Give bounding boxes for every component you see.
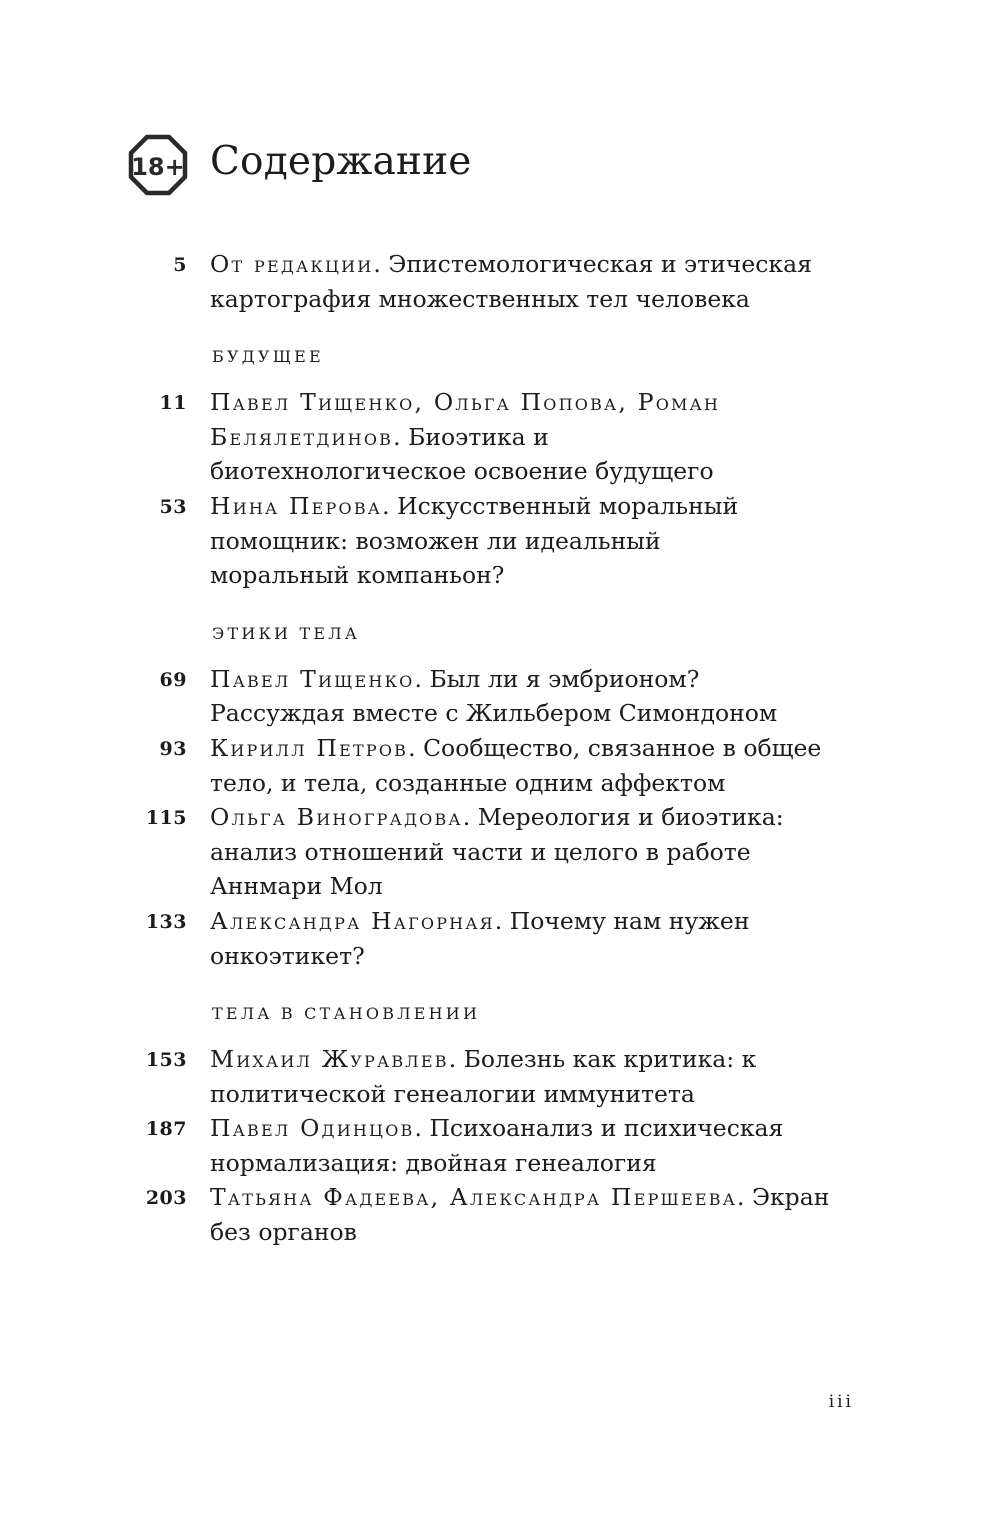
toc-title: Мереология и биоэтика: анализ отношений части и целого в работе Аннмари Мол — [210, 803, 784, 901]
toc-authors: Павел Тищенко, Ольга Попова, Роман Белялетдинов — [210, 388, 721, 451]
page-number: iii — [828, 1392, 854, 1412]
age-rating-text: 18+ — [131, 153, 185, 181]
age-rating-badge — [128, 134, 188, 196]
toc-page-number: 153 — [145, 1049, 187, 1072]
toc-entry[interactable]: 53 Нина Перова. Искусственный моральный помощник: возможен ли идеальный моральный компаньон? — [0, 489, 1000, 593]
toc-entry[interactable]: 133 Александра Нагорная. Почему нам нужен онкоэтикет? — [0, 904, 1000, 973]
toc-title: Был ли я эмбрионом? Рассуждая вместе с Жильбером Симондоном — [210, 664, 778, 728]
table-of-contents — [0, 247, 1000, 1250]
toc-entry[interactable]: 153 Михаил Журавлев. Болезнь как критика: к политической генеалогии иммунитета — [0, 1042, 1000, 1111]
toc-authors: Александра Нагорная — [210, 906, 495, 935]
toc-page-number: 69 — [159, 668, 187, 691]
section-heading: ЭТИКИ ТЕЛА — [212, 623, 361, 643]
toc-title: Психоанализ и психическая нормализация: двойная генеалогия — [210, 1114, 784, 1177]
toc-page-number: 93 — [159, 737, 187, 760]
toc-authors: Нина Перова — [210, 491, 383, 520]
section-heading: ТЕЛА В СТАНОВЛЕНИИ — [212, 1004, 481, 1024]
toc-authors: Михаил Журавлев — [210, 1045, 449, 1074]
toc-authors: Павел Одинцов — [210, 1114, 415, 1143]
toc-entry[interactable]: 203 Татьяна Фадеева, Александра Першеева. Экран без органов — [0, 1180, 1000, 1249]
toc-authors: Татьяна Фадеева, Александра Першеева — [210, 1183, 738, 1212]
toc-entry[interactable]: 5 От редакции. Эпистемологическая и этическая картография множественных тел человека — [0, 247, 1000, 316]
toc-entry[interactable]: 69 Павел Тищенко. Был ли я эмбрионом? Рассуждая вместе с Жильбером Симондоном — [0, 662, 1000, 731]
toc-authors: Павел Тищенко — [210, 664, 415, 693]
toc-title: Экран без органов — [210, 1183, 830, 1247]
toc-page-number: 53 — [159, 495, 187, 518]
toc-title: Эпистемологическая и этическая картография множественных тел человека — [210, 250, 812, 313]
toc-title: Искусственный моральный помощник: возможен ли идеальный моральный компаньон? — [210, 491, 739, 590]
toc-entry[interactable]: 11 Павел Тищенко, Ольга Попова, Роман Белялетдинов. Биоэтика и биотехнологическое освоение будущего — [0, 385, 1000, 489]
toc-title: Почему нам нужен онкоэтикет? — [210, 906, 750, 970]
toc-page-number: 133 — [145, 910, 187, 933]
toc-entry[interactable]: 93 Кирилл Петров. Сообщество, связанное в общее тело, и тела, созданные одним аффектом — [0, 731, 1000, 800]
section-heading: БУДУЩЕЕ — [212, 347, 324, 367]
toc-page-number: 5 — [173, 254, 187, 276]
toc-page-number: 187 — [145, 1118, 187, 1141]
toc-authors: Ольга Виноградова — [210, 803, 463, 832]
toc-page-number: 203 — [145, 1187, 187, 1210]
toc-title: Биоэтика и биотехнологическое освоение будущего — [210, 422, 714, 486]
page-title: Содержание — [210, 139, 472, 184]
toc-page-number: 115 — [145, 807, 187, 830]
toc-entry[interactable]: 115 Ольга Виноградова. Мереология и биоэтика: анализ отношений части и целого в работе Аннмари Мол — [0, 800, 1000, 904]
toc-title: Болезнь как критика: к политической генеалогии иммунитета — [210, 1045, 757, 1108]
toc-title: Сообщество, связанное в общее тело, и тела, созданные одним аффектом — [210, 733, 822, 797]
toc-page-number: 11 — [159, 392, 187, 415]
toc-authors: От редакции — [210, 250, 374, 278]
toc-entry[interactable]: 187 Павел Одинцов. Психоанализ и психическая нормализация: двойная генеалогия — [0, 1111, 1000, 1180]
toc-authors: Кирилл Петров — [210, 733, 409, 762]
